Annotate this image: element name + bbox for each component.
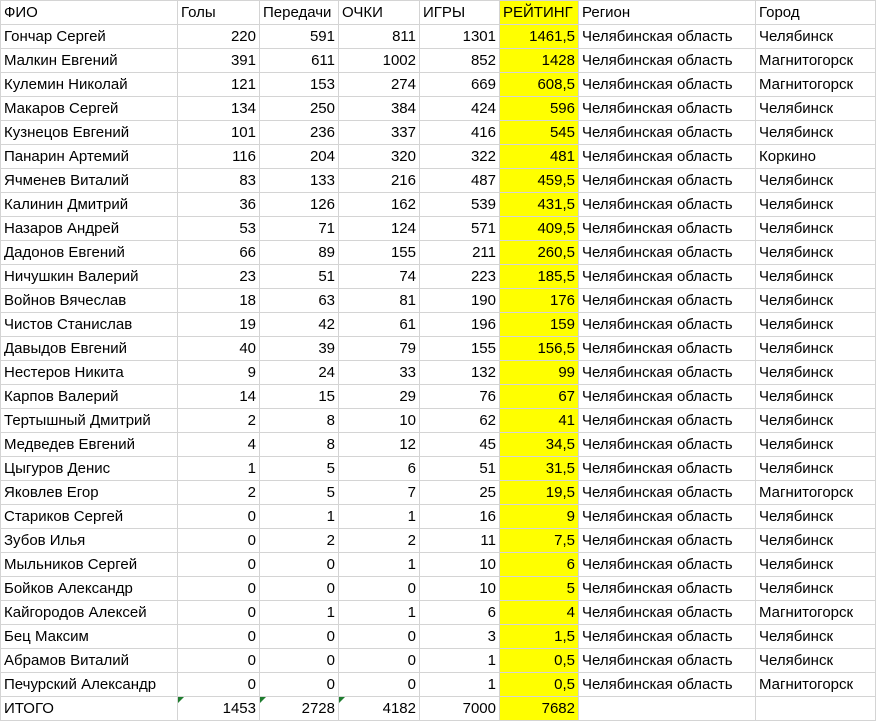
total-games[interactable]: 7000	[420, 697, 500, 721]
total-label[interactable]: ИТОГО	[1, 697, 178, 721]
cell-city[interactable]: Челябинск	[756, 457, 876, 481]
cell-region[interactable]: Челябинская область	[579, 169, 756, 193]
table-row	[1, 433, 876, 457]
cell-city[interactable]: Челябинск	[756, 121, 876, 145]
cell-goals[interactable]: 134	[178, 97, 260, 121]
cell-name[interactable]: Войнов Вячеслав	[1, 289, 178, 313]
cell-city[interactable]: Челябинск	[756, 529, 876, 553]
cell-name[interactable]: Ничушкин Валерий	[1, 265, 178, 289]
cell-rating[interactable]: 185,5	[500, 265, 579, 289]
header-city[interactable]: Город	[756, 1, 876, 25]
cell-goals[interactable]: 2	[178, 409, 260, 433]
cell-games[interactable]: 1	[420, 673, 500, 697]
cell-assists[interactable]: 2	[260, 529, 339, 553]
cell-points[interactable]: 337	[339, 121, 420, 145]
cell-assists[interactable]: 591	[260, 25, 339, 49]
cell-rating[interactable]: 1428	[500, 49, 579, 73]
cell-city[interactable]: Челябинск	[756, 505, 876, 529]
cell-rating[interactable]: 260,5	[500, 241, 579, 265]
cell-points[interactable]: 811	[339, 25, 420, 49]
cell-rating[interactable]: 9	[500, 505, 579, 529]
cell-assists[interactable]: 153	[260, 73, 339, 97]
table-row	[1, 25, 876, 49]
cell-rating[interactable]: 596	[500, 97, 579, 121]
cell-region[interactable]: Челябинская область	[579, 625, 756, 649]
cell-assists[interactable]: 15	[260, 385, 339, 409]
cell-assists[interactable]: 1	[260, 601, 339, 625]
total-city-empty[interactable]	[756, 697, 876, 721]
cell-points[interactable]: 12	[339, 433, 420, 457]
header-games[interactable]: ИГРЫ	[420, 1, 500, 25]
cell-rating[interactable]: 545	[500, 121, 579, 145]
cell-goals[interactable]: 66	[178, 241, 260, 265]
cell-games[interactable]: 223	[420, 265, 500, 289]
cell-games[interactable]: 539	[420, 193, 500, 217]
cell-city[interactable]: Челябинск	[756, 337, 876, 361]
cell-rating[interactable]: 1461,5	[500, 25, 579, 49]
cell-name[interactable]: Панарин Артемий	[1, 145, 178, 169]
cell-points[interactable]: 320	[339, 145, 420, 169]
cell-name[interactable]: Цыгуров Денис	[1, 457, 178, 481]
cell-points[interactable]: 0	[339, 577, 420, 601]
cell-points[interactable]: 33	[339, 361, 420, 385]
cell-points[interactable]: 1	[339, 505, 420, 529]
cell-points[interactable]: 74	[339, 265, 420, 289]
cell-city[interactable]: Магнитогорск	[756, 601, 876, 625]
cell-games[interactable]: 487	[420, 169, 500, 193]
cell-assists[interactable]: 0	[260, 577, 339, 601]
table-row	[1, 529, 876, 553]
total-assists[interactable]: 2728	[260, 697, 339, 721]
cell-assists[interactable]: 133	[260, 169, 339, 193]
cell-goals[interactable]: 0	[178, 673, 260, 697]
cell-rating[interactable]: 176	[500, 289, 579, 313]
cell-points[interactable]: 1	[339, 601, 420, 625]
cell-region[interactable]: Челябинская область	[579, 49, 756, 73]
header-points[interactable]: ОЧКИ	[339, 1, 420, 25]
cell-rating[interactable]: 19,5	[500, 481, 579, 505]
total-region-empty[interactable]	[579, 697, 756, 721]
cell-rating[interactable]: 481	[500, 145, 579, 169]
table-row	[1, 649, 876, 673]
cell-name[interactable]: Гончар Сергей	[1, 25, 178, 49]
cell-goals[interactable]: 220	[178, 25, 260, 49]
cell-points[interactable]: 155	[339, 241, 420, 265]
cell-goals[interactable]: 4	[178, 433, 260, 457]
cell-goals[interactable]: 0	[178, 529, 260, 553]
cell-goals[interactable]: 0	[178, 577, 260, 601]
header-assists[interactable]: Передачи	[260, 1, 339, 25]
cell-goals[interactable]: 18	[178, 289, 260, 313]
cell-games[interactable]: 416	[420, 121, 500, 145]
cell-region[interactable]: Челябинская область	[579, 433, 756, 457]
cell-region[interactable]: Челябинская область	[579, 505, 756, 529]
cell-rating[interactable]: 409,5	[500, 217, 579, 241]
cell-name[interactable]: Бец Максим	[1, 625, 178, 649]
cell-goals[interactable]: 40	[178, 337, 260, 361]
table-row	[1, 409, 876, 433]
table-row	[1, 145, 876, 169]
cell-rating[interactable]: 34,5	[500, 433, 579, 457]
cell-goals[interactable]: 0	[178, 553, 260, 577]
cell-city[interactable]: Челябинск	[756, 217, 876, 241]
cell-city[interactable]: Челябинск	[756, 385, 876, 409]
cell-assists[interactable]: 236	[260, 121, 339, 145]
cell-city[interactable]: Челябинск	[756, 313, 876, 337]
cell-rating[interactable]: 0,5	[500, 673, 579, 697]
table-row	[1, 121, 876, 145]
total-points[interactable]: 4182	[339, 697, 420, 721]
cell-goals[interactable]: 2	[178, 481, 260, 505]
cell-name[interactable]: Стариков Сергей	[1, 505, 178, 529]
cell-assists[interactable]: 39	[260, 337, 339, 361]
table-row	[1, 217, 876, 241]
cell-rating[interactable]: 159	[500, 313, 579, 337]
table-row	[1, 49, 876, 73]
header-name[interactable]: ФИО	[1, 1, 178, 25]
cell-city[interactable]: Челябинск	[756, 577, 876, 601]
cell-assists[interactable]: 8	[260, 409, 339, 433]
table-row	[1, 553, 876, 577]
cell-region[interactable]: Челябинская область	[579, 337, 756, 361]
cell-assists[interactable]: 126	[260, 193, 339, 217]
cell-region[interactable]: Челябинская область	[579, 649, 756, 673]
cell-goals[interactable]: 9	[178, 361, 260, 385]
cell-assists[interactable]: 5	[260, 457, 339, 481]
cell-goals[interactable]: 19	[178, 313, 260, 337]
cell-goals[interactable]: 391	[178, 49, 260, 73]
cell-goals[interactable]: 116	[178, 145, 260, 169]
cell-name[interactable]: Нестеров Никита	[1, 361, 178, 385]
cell-assists[interactable]: 8	[260, 433, 339, 457]
cell-region[interactable]: Челябинская область	[579, 73, 756, 97]
cell-region[interactable]: Челябинская область	[579, 313, 756, 337]
cell-points[interactable]: 29	[339, 385, 420, 409]
cell-goals[interactable]: 121	[178, 73, 260, 97]
cell-assists[interactable]: 42	[260, 313, 339, 337]
cell-rating[interactable]: 41	[500, 409, 579, 433]
cell-points[interactable]: 10	[339, 409, 420, 433]
table-row	[1, 193, 876, 217]
cell-region[interactable]: Челябинская область	[579, 553, 756, 577]
cell-city[interactable]: Коркино	[756, 145, 876, 169]
cell-rating[interactable]: 31,5	[500, 457, 579, 481]
cell-name[interactable]: Медведев Евгений	[1, 433, 178, 457]
cell-points[interactable]: 79	[339, 337, 420, 361]
cell-name[interactable]: Макаров Сергей	[1, 97, 178, 121]
cell-region[interactable]: Челябинская область	[579, 409, 756, 433]
cell-games[interactable]: 852	[420, 49, 500, 73]
cell-name[interactable]: Чистов Станислав	[1, 313, 178, 337]
cell-name[interactable]: Назаров Андрей	[1, 217, 178, 241]
total-row	[1, 697, 876, 721]
cell-games[interactable]: 190	[420, 289, 500, 313]
header-region[interactable]: Регион	[579, 1, 756, 25]
cell-rating[interactable]: 608,5	[500, 73, 579, 97]
cell-name[interactable]: Абрамов Виталий	[1, 649, 178, 673]
cell-goals[interactable]: 101	[178, 121, 260, 145]
cell-goals[interactable]: 0	[178, 601, 260, 625]
table-row	[1, 73, 876, 97]
cell-games[interactable]: 51	[420, 457, 500, 481]
cell-name[interactable]: Мыльников Сергей	[1, 553, 178, 577]
cell-assists[interactable]: 250	[260, 97, 339, 121]
cell-games[interactable]: 10	[420, 577, 500, 601]
cell-region[interactable]: Челябинская область	[579, 529, 756, 553]
cell-games[interactable]: 211	[420, 241, 500, 265]
cell-name[interactable]: Кулемин Николай	[1, 73, 178, 97]
cell-assists[interactable]: 0	[260, 673, 339, 697]
cell-region[interactable]: Челябинская область	[579, 457, 756, 481]
cell-name[interactable]: Тертышный Дмитрий	[1, 409, 178, 433]
cell-name[interactable]: Печурский Александр	[1, 673, 178, 697]
cell-name[interactable]: Давыдов Евгений	[1, 337, 178, 361]
cell-assists[interactable]: 89	[260, 241, 339, 265]
table-row	[1, 169, 876, 193]
cell-city[interactable]: Челябинск	[756, 625, 876, 649]
cell-city[interactable]: Челябинск	[756, 361, 876, 385]
cell-region[interactable]: Челябинская область	[579, 577, 756, 601]
cell-rating[interactable]: 1,5	[500, 625, 579, 649]
cell-city[interactable]: Челябинск	[756, 433, 876, 457]
cell-games[interactable]: 62	[420, 409, 500, 433]
cell-games[interactable]: 6	[420, 601, 500, 625]
cell-name[interactable]: Дадонов Евгений	[1, 241, 178, 265]
cell-assists[interactable]: 1	[260, 505, 339, 529]
table-row	[1, 673, 876, 697]
cell-points[interactable]: 274	[339, 73, 420, 97]
cell-region[interactable]: Челябинская область	[579, 121, 756, 145]
cell-points[interactable]: 81	[339, 289, 420, 313]
cell-name[interactable]: Ячменев Виталий	[1, 169, 178, 193]
cell-rating[interactable]: 67	[500, 385, 579, 409]
table-row	[1, 97, 876, 121]
table-row	[1, 625, 876, 649]
cell-points[interactable]: 1002	[339, 49, 420, 73]
cell-region[interactable]: Челябинская область	[579, 601, 756, 625]
header-rating[interactable]: РЕЙТИНГ	[500, 1, 579, 25]
cell-rating[interactable]: 6	[500, 553, 579, 577]
cell-city[interactable]: Магнитогорск	[756, 673, 876, 697]
cell-name[interactable]: Калинин Дмитрий	[1, 193, 178, 217]
cell-rating[interactable]: 459,5	[500, 169, 579, 193]
cell-assists[interactable]: 0	[260, 553, 339, 577]
table-row	[1, 385, 876, 409]
cell-goals[interactable]: 36	[178, 193, 260, 217]
cell-region[interactable]: Челябинская область	[579, 217, 756, 241]
cell-goals[interactable]: 0	[178, 505, 260, 529]
header-row	[1, 1, 876, 25]
table-row	[1, 577, 876, 601]
cell-region[interactable]: Челябинская область	[579, 385, 756, 409]
cell-goals[interactable]: 0	[178, 649, 260, 673]
cell-games[interactable]: 424	[420, 97, 500, 121]
cell-assists[interactable]: 611	[260, 49, 339, 73]
cell-city[interactable]: Челябинск	[756, 409, 876, 433]
cell-city[interactable]: Челябинск	[756, 289, 876, 313]
table-row	[1, 289, 876, 313]
cell-name[interactable]: Карпов Валерий	[1, 385, 178, 409]
cell-games[interactable]: 1301	[420, 25, 500, 49]
cell-games[interactable]: 3	[420, 625, 500, 649]
cell-assists[interactable]: 204	[260, 145, 339, 169]
cell-games[interactable]: 11	[420, 529, 500, 553]
cell-points[interactable]: 162	[339, 193, 420, 217]
cell-goals[interactable]: 14	[178, 385, 260, 409]
cell-rating[interactable]: 156,5	[500, 337, 579, 361]
cell-games[interactable]: 10	[420, 553, 500, 577]
cell-rating[interactable]: 99	[500, 361, 579, 385]
cell-games[interactable]: 669	[420, 73, 500, 97]
cell-assists[interactable]: 51	[260, 265, 339, 289]
cell-points[interactable]: 216	[339, 169, 420, 193]
cell-city[interactable]: Магнитогорск	[756, 73, 876, 97]
cell-assists[interactable]: 0	[260, 625, 339, 649]
cell-games[interactable]: 45	[420, 433, 500, 457]
table-row	[1, 457, 876, 481]
cell-city[interactable]: Челябинск	[756, 25, 876, 49]
cell-goals[interactable]: 23	[178, 265, 260, 289]
cell-games[interactable]: 196	[420, 313, 500, 337]
cell-city[interactable]: Магнитогорск	[756, 481, 876, 505]
total-rating[interactable]: 7682	[500, 697, 579, 721]
cell-games[interactable]: 1	[420, 649, 500, 673]
total-goals[interactable]: 1453	[178, 697, 260, 721]
cell-games[interactable]: 76	[420, 385, 500, 409]
table-row	[1, 601, 876, 625]
cell-goals[interactable]: 0	[178, 625, 260, 649]
cell-points[interactable]: 384	[339, 97, 420, 121]
cell-city[interactable]: Челябинск	[756, 553, 876, 577]
cell-points[interactable]: 7	[339, 481, 420, 505]
cell-city[interactable]: Челябинск	[756, 97, 876, 121]
cell-assists[interactable]: 24	[260, 361, 339, 385]
cell-region[interactable]: Челябинская область	[579, 145, 756, 169]
cell-goals[interactable]: 53	[178, 217, 260, 241]
cell-rating[interactable]: 0,5	[500, 649, 579, 673]
cell-region[interactable]: Челябинская область	[579, 673, 756, 697]
cell-points[interactable]: 0	[339, 625, 420, 649]
cell-name[interactable]: Зубов Илья	[1, 529, 178, 553]
cell-city[interactable]: Челябинск	[756, 265, 876, 289]
cell-name[interactable]: Бойков Александр	[1, 577, 178, 601]
cell-games[interactable]: 155	[420, 337, 500, 361]
cell-city[interactable]: Челябинск	[756, 241, 876, 265]
cell-region[interactable]: Челябинская область	[579, 481, 756, 505]
cell-city[interactable]: Челябинск	[756, 169, 876, 193]
cell-rating[interactable]: 4	[500, 601, 579, 625]
cell-games[interactable]: 25	[420, 481, 500, 505]
cell-rating[interactable]: 431,5	[500, 193, 579, 217]
cell-region[interactable]: Челябинская область	[579, 97, 756, 121]
table-row	[1, 265, 876, 289]
cell-assists[interactable]: 63	[260, 289, 339, 313]
cell-goals[interactable]: 1	[178, 457, 260, 481]
cell-region[interactable]: Челябинская область	[579, 361, 756, 385]
cell-points[interactable]: 61	[339, 313, 420, 337]
cell-name[interactable]: Малкин Евгений	[1, 49, 178, 73]
table-row	[1, 481, 876, 505]
cell-points[interactable]: 0	[339, 649, 420, 673]
cell-city[interactable]: Челябинск	[756, 649, 876, 673]
cell-city[interactable]: Челябинск	[756, 193, 876, 217]
header-goals[interactable]: Голы	[178, 1, 260, 25]
cell-points[interactable]: 124	[339, 217, 420, 241]
cell-assists[interactable]: 5	[260, 481, 339, 505]
cell-name[interactable]: Кузнецов Евгений	[1, 121, 178, 145]
cell-points[interactable]: 0	[339, 673, 420, 697]
cell-games[interactable]: 571	[420, 217, 500, 241]
cell-games[interactable]: 322	[420, 145, 500, 169]
cell-region[interactable]: Челябинская область	[579, 193, 756, 217]
cell-region[interactable]: Челябинская область	[579, 25, 756, 49]
cell-goals[interactable]: 83	[178, 169, 260, 193]
table-row	[1, 505, 876, 529]
cell-region[interactable]: Челябинская область	[579, 241, 756, 265]
table-row	[1, 337, 876, 361]
cell-assists[interactable]: 0	[260, 649, 339, 673]
cell-rating[interactable]: 7,5	[500, 529, 579, 553]
cell-assists[interactable]: 71	[260, 217, 339, 241]
cell-name[interactable]: Яковлев Егор	[1, 481, 178, 505]
cell-points[interactable]: 6	[339, 457, 420, 481]
cell-rating[interactable]: 5	[500, 577, 579, 601]
table-row	[1, 241, 876, 265]
table-row	[1, 361, 876, 385]
cell-city[interactable]: Магнитогорск	[756, 49, 876, 73]
cell-name[interactable]: Кайгородов Алексей	[1, 601, 178, 625]
table-row	[1, 313, 876, 337]
cell-games[interactable]: 16	[420, 505, 500, 529]
cell-region[interactable]: Челябинская область	[579, 265, 756, 289]
cell-points[interactable]: 1	[339, 553, 420, 577]
cell-points[interactable]: 2	[339, 529, 420, 553]
cell-region[interactable]: Челябинская область	[579, 289, 756, 313]
cell-games[interactable]: 132	[420, 361, 500, 385]
